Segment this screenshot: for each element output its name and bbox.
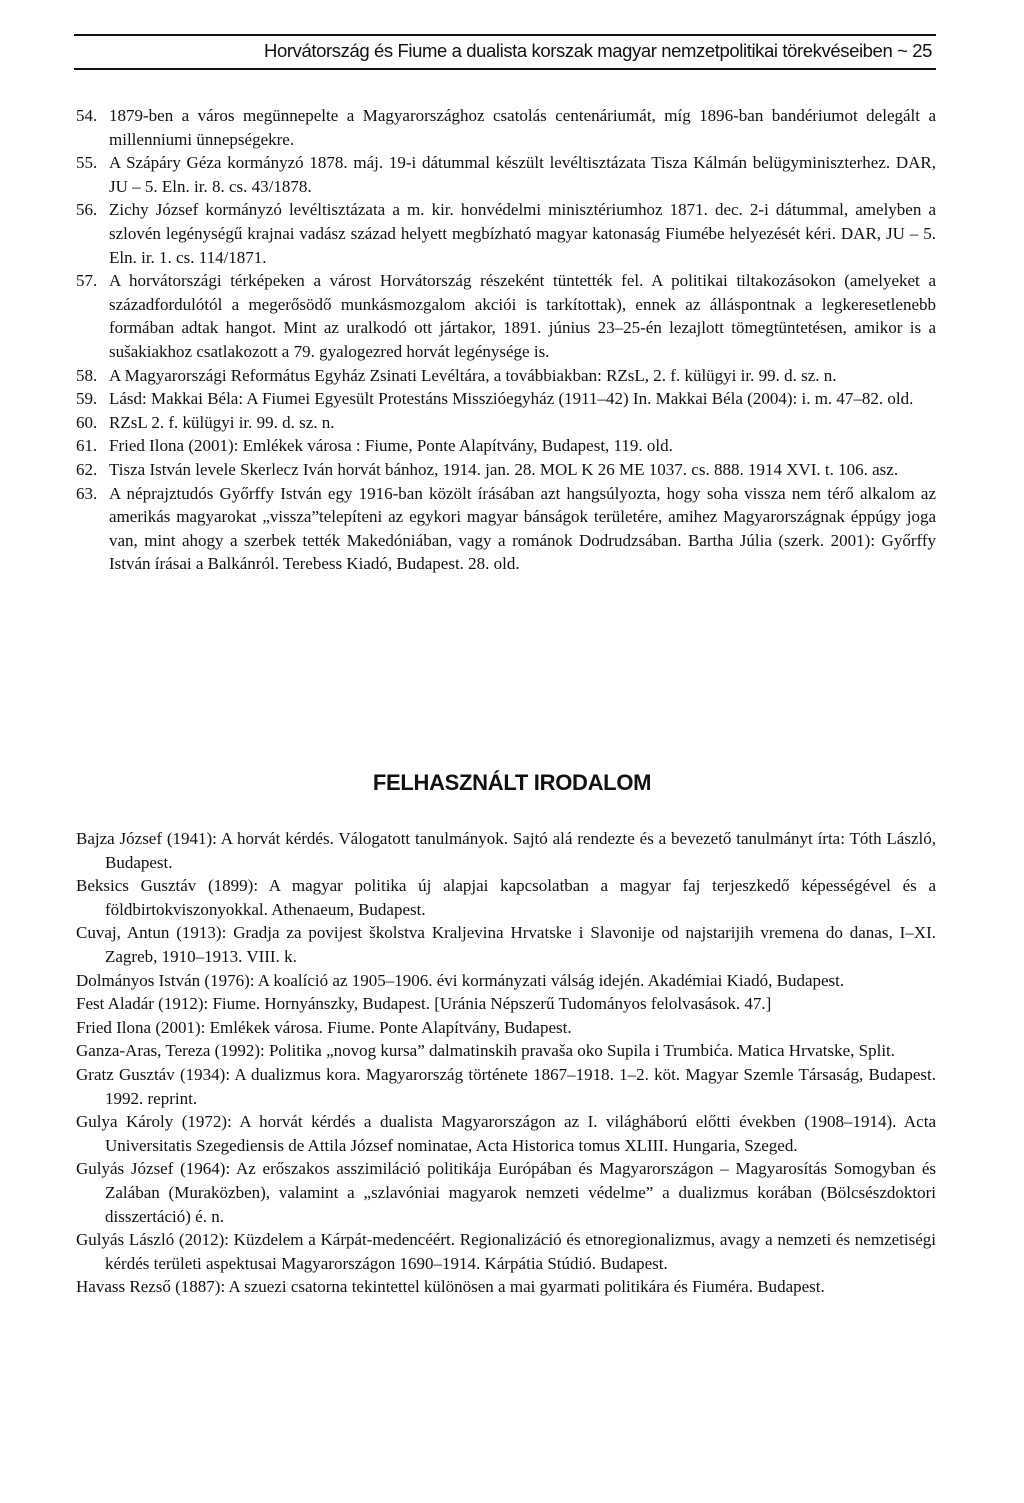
endnote-number: 58. [76,365,98,385]
endnote-text: A Szápáry Géza kormányzó 1878. máj. 19-i dátummal készült levéltisztázata Tisza Kálmán belügyminiszterhez. DAR, JU – 5. Eln. ir. 8. cs. 43/1878. [109,153,936,196]
endnote-text: Fried Ilona (2001): Emlékek városa : Fiume, Ponte Alapítvány, Budapest, 119. old. [109,436,673,456]
endnote [76,387,936,411]
endnote-text: Lásd: Makkai Béla: A Fiumei Egyesült Protestáns Misszióegyház (1911–42) In. Makkai Béla (2004): i. m. 47–82. old. [109,389,914,409]
running-head: Horvátország és Fiume a dualista korszak magyar nemzetpolitikai törekvéseiben ~ 25 [264,40,932,61]
endnote-text: A Magyarországi Református Egyház Zsinati Levéltára, a továbbiakban: RZsL, 2. f. külügyi ir. 99. d. sz. n. [109,365,837,385]
bibliography-entry: Gulyás József (1964): Az erőszakos asszimiláció politikája Európában és Magyarországon – Magyarosítás Somogyban és Zalában (Muraközben), valamint a „szlavóniai magyarok nemzeti védelme” a dualizmus korában (Bölcsészdoktori disszertáció) é. n. [76,1159,936,1226]
endnote-text: RZsL 2. f. külügyi ir. 99. d. sz. n. [109,412,335,432]
bibliography-entry: Fest Aladár (1912): Fiume. Hornyánszky, Budapest. [Uránia Népszerű Tudományos felolvasások. 47.] [76,994,772,1014]
endnote-number: 59. [76,389,98,409]
endnote [76,482,936,576]
endnote [76,269,936,363]
bibliography-list [76,827,936,1299]
endnote-number: 60. [76,412,98,432]
endnote [76,151,936,198]
bibliography-entry: Havass Rezső (1887): A szuezi csatorna tekintettel különösen a mai gyarmati politikára és Fiuméra. Budapest. [76,1277,825,1297]
bibliography-entry: Fried Ilona (2001): Emlékek városa. Fiume. Ponte Alapítvány, Budapest. [76,1017,572,1037]
endnote [76,198,936,269]
endnote-text: Zichy József kormányzó levéltisztázata a m. kir. honvédelmi minisztériumhoz 1871. dec. 2-i dátummal, amelyben a szlovén legénységű krajnai vadász század helyett megbízható magyar katonaság Fiumébe helyezését kéri. DAR, JU – 5. Eln. ir. 1. cs. 114/1871. [109,200,936,267]
bibliography-title: FELHASZNÁLT IRODALOM [372,770,652,795]
bibliography-entry: Gratz Gusztáv (1934): A dualizmus kora. Magyarország története 1867–1918. 1–2. köt. Magyar Szemle Társaság, Budapest. 1992. reprint. [76,1064,936,1108]
endnote-number: 61. [76,436,98,456]
page-header [74,34,936,70]
endnote-number: 56. [76,200,98,220]
endnote-number: 55. [76,153,98,173]
bibliography-entry: Bajza József (1941): A horvát kérdés. Válogatott tanulmányok. Sajtó alá rendezte és a bevezető tanulmányt írta: Tóth László, Budapest. [76,829,936,872]
endnote [76,434,936,458]
endnote-text: A néprajztudós Győrffy István egy 1916-ban közölt írásában azt hangsúlyozta, hogy soha vissza nem térő alkalom az amerikás magyarokat „vissza”telepíteni az egykori magyar bánságok területére, amihez Magyarországnak éppúgy joga van, mint ahogy a szerbek tették Makedóniában, vagy a románok Dodrudzsában. Bartha Júlia (szerk. 2001): Győrffy István írásai a Balkánról. Terebess Kiadó, Budapest. 28. old. [109,483,936,574]
endnote [76,364,936,388]
bibliography-entry: Dolmányos István (1976): A koalíció az 1905–1906. évi kormányzati válság idején. Akadémiai Kiadó, Budapest. [76,970,845,990]
endnote-text: 1879-ben a város megünnepelte a Magyarországhoz csatolás centenáriumát, míg 1896-ban bandériumot delegált a millenniumi ünnepségekre. [109,106,936,149]
endnotes [76,104,936,576]
endnote-number: 62. [76,459,98,479]
endnote [76,104,936,151]
bibliography-entry: Beksics Gusztáv (1899): A magyar politika új alapjai kapcsolatban a magyar faj terjeszkedő képességével és a földbirtokviszonyokkal. Athenaeum, Budapest. [76,876,936,919]
endnote [76,411,936,435]
endnote [76,458,936,482]
bibliography-entry: Cuvaj, Antun (1913): Gradja za povijest školstva Kraljevina Hrvatske i Slavonije od najstarijih vremena do danas, I–XI. Zagreb, 1910–1913. VIII. k. [76,923,936,966]
bibliography-entry: Gulya Károly (1972): A horvát kérdés a dualista Magyarországon az I. világháború előtti években (1908–1914). Acta Universitatis Szegediensis de Attila József nominatae, Acta Historica tomus XLIII. Hungaria, Szeged. [76,1112,936,1155]
bibliography-entry: Gulyás László (2012): Küzdelem a Kárpát-medencéért. Regionalizáció és etnoregionalizmus, avagy a nemzeti és nemzetiségi kérdés területi aspektusai Magyarországon 1690–1914. Kárpátia Stúdió. Budapest. [76,1230,936,1273]
endnote-text: Tisza István levele Skerlecz Iván horvát bánhoz, 1914. jan. 28. MOL K 26 ME 1037. cs. 888. 1914 XVI. t. 106. asz. [109,459,899,479]
bibliography-entry: Ganza-Aras, Tereza (1992): Politika „novog kursa” dalmatinskih pravaša oko Supila i Trumbića. Matica Hrvatske, Split. [76,1041,896,1061]
endnote-number: 63. [76,483,98,503]
endnote-number: 54. [76,106,98,125]
endnote-number: 57. [76,271,98,291]
endnote-text: A horvátországi térképeken a várost Horvátország részeként tüntették fel. A politikai tiltakozásokon (amelyeket a századfordulótól a megerősödő munkásmozgalom akciói is tarkítottak), ennek az álláspontnak a legkeresetlenebb formában adtak hangot. Mint az uralkodó ott jártakor, 1891. június 23–25-én lezajlott tömegtüntetésen, amikor is a sušakiakhoz csatlakozott a 79. gyalogezred horvát legénysége is. [109,271,936,361]
